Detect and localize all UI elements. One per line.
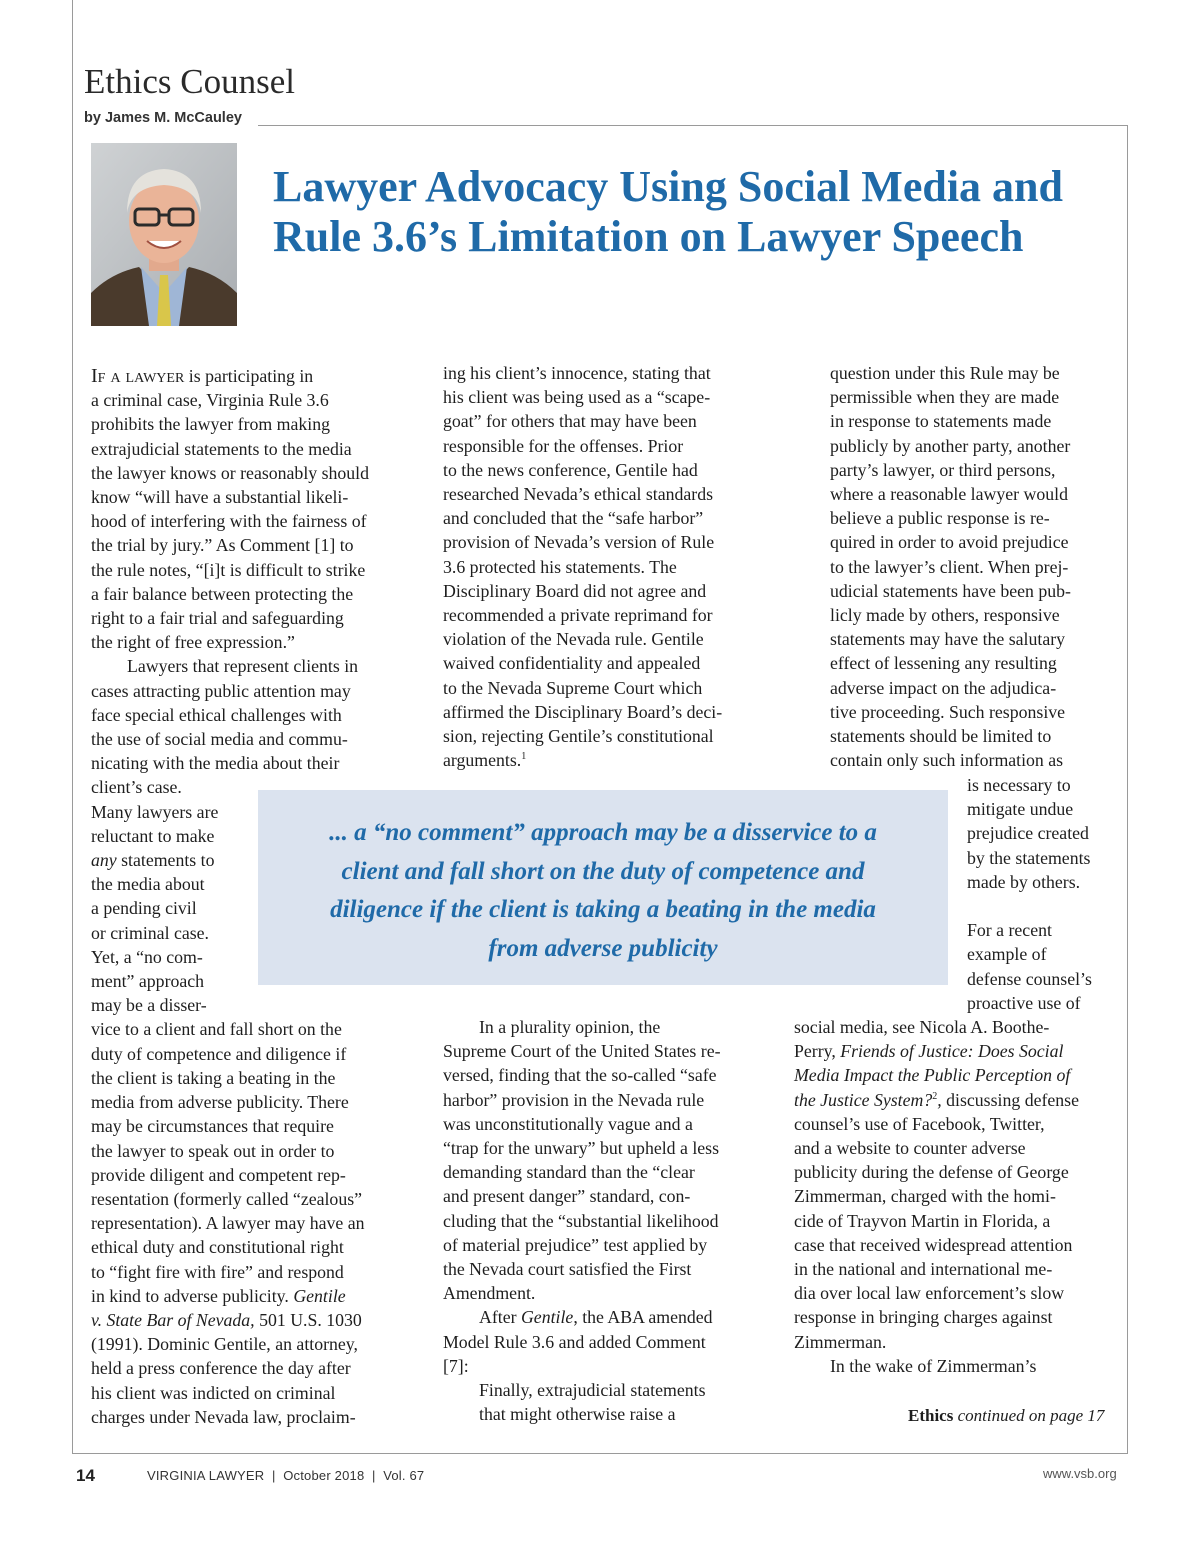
col1-line: Many lawyers are [91, 801, 219, 822]
col1-line: any statements to [91, 850, 215, 871]
col1-line: or criminal case. [91, 922, 209, 943]
col2-line: the Nevada court satisfied the First [443, 1259, 692, 1280]
col2-line: to the news conference, Gentile had [443, 459, 698, 480]
col3-line: in the national and international me- [794, 1259, 1053, 1280]
headline-line-2: Rule 3.6’s Limitation on Lawyer Speech [273, 212, 1024, 261]
col3-line: case that received widespread attention [794, 1234, 1073, 1255]
continued-note [908, 1406, 1104, 1426]
col1-line: a criminal case, Virginia Rule 3.6 [91, 390, 329, 411]
col3-line: social media, see Nicola A. Boothe- [794, 1017, 1050, 1037]
dropcap-lead: If a lawyer [91, 365, 185, 387]
col3-line: dia over local law enforcement’s slow [794, 1283, 1065, 1304]
col3-line: effect of lessening any resulting [830, 653, 1057, 674]
col1-line: the lawyer to speak out in order to [91, 1140, 335, 1161]
col3-line: udicial statements have been pub- [830, 580, 1071, 601]
col2-line: cluding that the “substantial likelihood [443, 1210, 719, 1231]
col2-line: responsible for the offenses. Prior [443, 435, 684, 456]
author-photo [91, 143, 237, 326]
col2-line: Supreme Court of the United States re- [443, 1041, 721, 1062]
headline-line-1: Lawyer Advocacy Using Social Media and [273, 162, 1064, 211]
col2-line: After Gentile, the ABA amended [479, 1307, 713, 1328]
col3-line: Zimmerman, charged with the homi- [794, 1186, 1056, 1207]
left-frame-rule [72, 0, 73, 1453]
column-3-bottom [794, 1015, 1120, 1378]
footnote-ref-2: 2 [932, 1090, 938, 1102]
col3-line: question under this Rule may be [830, 363, 1060, 383]
col1-line: If a lawyer is participating in [91, 365, 314, 387]
col3-line: by the statements [967, 847, 1091, 868]
col1-line: hood of interfering with the fairness of [91, 511, 367, 532]
col3-line: licly made by others, responsive [830, 605, 1060, 626]
pull-quote-text [258, 814, 948, 968]
col3-line: statements should be limited to [830, 726, 1052, 747]
bottom-frame-rule [72, 1453, 1128, 1454]
col1-line: resentation (formerly called “zealous” [91, 1188, 363, 1209]
col1-line: the trial by jury.” As Comment [1] to [91, 535, 354, 556]
col1-line: (1991). Dominic Gentile, an attorney, [91, 1334, 358, 1355]
col3-line: adverse impact on the adjudica- [830, 677, 1057, 698]
col1-line: the lawyer knows or reasonably should [91, 462, 370, 483]
col1-line: duty of competence and diligence if [91, 1043, 347, 1064]
col3-line: publicly by another party, another [830, 435, 1071, 456]
col1-line: may be circumstances that require [91, 1116, 334, 1137]
col3-line: For a recent [967, 920, 1052, 941]
col3-line: counsel’s use of Facebook, Twitter, [794, 1113, 1045, 1134]
column-2-bottom [443, 1015, 773, 1426]
col3-line: publicity during the defense of George [794, 1162, 1069, 1183]
footnote-ref-1: 1 [521, 751, 527, 763]
column-3-wrap [967, 773, 1117, 1015]
col1-line: know “will have a substantial likeli- [91, 487, 349, 508]
col2-line: that might otherwise raise a [479, 1404, 676, 1425]
col1-line: in kind to adverse publicity. Gentile [91, 1285, 346, 1306]
col1-line: Yet, a “no com- [91, 946, 203, 967]
col2-line: and present danger” standard, con- [443, 1186, 691, 1207]
col2-line: of material prejudice” test applied by [443, 1234, 708, 1255]
col3-line: and a website to counter adverse [794, 1138, 1026, 1159]
col3-line: believe a public response is re- [830, 508, 1050, 529]
col1-line: his client was indicted on criminal [91, 1382, 336, 1403]
website-link[interactable]: www.vsb.org [1043, 1466, 1117, 1481]
col1-line: cases attracting public attention may [91, 680, 351, 701]
col1-line: a pending civil [91, 898, 197, 919]
col3-line: quired in order to avoid prejudice [830, 532, 1069, 553]
col1-line: media from adverse publicity. There [91, 1092, 349, 1113]
col1-line: may be a disser- [91, 995, 207, 1016]
continued-text: continued on page 17 [953, 1406, 1105, 1425]
col2-line: Finally, extrajudicial statements [479, 1380, 706, 1401]
article-headline [273, 162, 1103, 262]
col1-line: a fair balance between protecting the [91, 583, 354, 604]
col2-line: versed, finding that the so-called “safe [443, 1065, 717, 1086]
continued-label: Ethics [908, 1406, 954, 1425]
col1-line: representation). A lawyer may have an [91, 1213, 365, 1234]
col2-line: 3.6 protected his statements. The [443, 556, 677, 577]
col1-line: nicating with the media about their [91, 753, 340, 774]
col2-line: demanding standard than the “clear [443, 1162, 695, 1183]
column-2-top [443, 361, 773, 772]
pull-quote-line: client and fall short on the duty of competence and [341, 857, 865, 885]
col3-line: in response to statements made [830, 411, 1052, 432]
col1-line: the rule notes, “[i]t is difficult to strike [91, 559, 366, 580]
col2-line: ing his client’s innocence, stating that [443, 363, 711, 383]
col2-line: researched Nevada’s ethical standards [443, 484, 714, 505]
col3-line: example of [967, 944, 1047, 965]
col3-line: prejudice created [967, 823, 1089, 844]
col3-line: where a reasonable lawyer would [830, 484, 1068, 505]
col2-line: and concluded that the “safe harbor” [443, 508, 704, 529]
section-title: Ethics Counsel [84, 62, 295, 101]
col1-line: client’s case. [91, 777, 182, 798]
col3-line: tive proceeding. Such responsive [830, 701, 1066, 722]
top-frame-rule [258, 125, 1128, 126]
col2-line: his client was being used as a “scape- [443, 387, 711, 408]
col3-line: party’s lawyer, or third persons, [830, 459, 1056, 480]
col3-line [967, 894, 1117, 918]
col3-line: contain only such information as [830, 750, 1064, 771]
col3-line: defense counsel’s [967, 968, 1092, 989]
col1-line: charges under Nevada law, proclaim- [91, 1406, 356, 1427]
magazine-info: VIRGINIA LAWYER | October 2018 | Vol. 67 [147, 1468, 425, 1483]
col1-line: vice to a client and fall short on the [91, 1019, 342, 1040]
col1-line: to “fight fire with fire” and respond [91, 1261, 344, 1282]
col3-line: response in bringing charges against [794, 1307, 1053, 1328]
col3-line: the Justice System?$^2$, discussing defense [794, 1089, 1079, 1110]
col1-line: face special ethical challenges with [91, 704, 342, 725]
col2-line: [7]: [443, 1355, 469, 1376]
col2-line: was unconstitutionally vague and a [443, 1113, 693, 1134]
col3-line: mitigate undue [967, 799, 1074, 820]
col1-line: the right of free expression.” [91, 632, 295, 653]
col3-line: Perry, Friends of Justice: Does Social [794, 1041, 1064, 1062]
author-byline: by James M. McCauley [84, 110, 242, 126]
col2-line: waived confidentiality and appealed [443, 653, 701, 674]
col3-line: In the wake of Zimmerman’s [830, 1355, 1037, 1376]
col3-line: statements may have the salutary [830, 629, 1066, 650]
col1-line: extrajudicial statements to the media [91, 438, 352, 459]
col2-line: to the Nevada Supreme Court which [443, 677, 703, 698]
col3-line: proactive use of [967, 992, 1081, 1013]
column-3-top [830, 361, 1120, 772]
pull-quote-line: from adverse publicity [488, 934, 718, 962]
pull-quote-line: diligence if the client is taking a beating in the media [330, 896, 876, 923]
col2-line: harbor” provision in the Nevada rule [443, 1089, 705, 1110]
col3-line: to the lawyer’s client. When prej- [830, 556, 1069, 577]
col1-line: right to a fair trial and safeguarding [91, 608, 344, 629]
col1-line: reluctant to make [91, 825, 215, 846]
col2-line: Amendment. [443, 1283, 536, 1304]
right-frame-rule [1127, 125, 1128, 1454]
col1-line: ment” approach [91, 971, 205, 992]
col1-line: prohibits the lawyer from making [91, 414, 331, 435]
col3-line: permissible when they are made [830, 387, 1060, 408]
col3-line: Zimmerman. [794, 1331, 887, 1352]
col1-line: the client is taking a beating in the [91, 1067, 336, 1088]
col3-line: is necessary to [967, 775, 1071, 795]
col2-line: In a plurality opinion, the [479, 1017, 661, 1037]
col3-line: made by others. [967, 871, 1081, 892]
col2-line: goat” for others that may have been [443, 411, 697, 432]
col2-line: Model Rule 3.6 and added Comment [443, 1331, 706, 1352]
pull-quote-line: ... a “no comment” approach may be a disservice to a [329, 819, 877, 846]
col1-line: the use of social media and commu- [91, 729, 348, 750]
col1-line: the media about [91, 874, 205, 895]
col2-line: sion, rejecting Gentile’s constitutional [443, 726, 714, 747]
col2-line: violation of the Nevada rule. Gentile [443, 629, 704, 650]
col1-line: held a press conference the day after [91, 1358, 351, 1379]
col1-line: provide diligent and competent rep- [91, 1164, 346, 1185]
col3-line: Media Impact the Public Perception of [794, 1065, 1071, 1086]
col2-line: affirmed the Disciplinary Board’s deci- [443, 701, 723, 722]
col2-line: “trap for the unwary” but upheld a less [443, 1138, 720, 1159]
col3-line: cide of Trayvon Martin in Florida, a [794, 1210, 1051, 1231]
page-number: 14 [76, 1466, 95, 1485]
pull-quote-box [258, 790, 948, 985]
col2-line: recommended a private reprimand for [443, 605, 713, 626]
col2-line: arguments.$^1$ [443, 750, 527, 771]
col1-line: v. State Bar of Nevada, 501 U.S. 1030 [91, 1309, 362, 1330]
col2-line: provision of Nevada’s version of Rule [443, 532, 715, 553]
col1-line: ethical duty and constitutional right [91, 1237, 344, 1258]
col2-line: Disciplinary Board did not agree and [443, 580, 707, 601]
col1-line: Lawyers that represent clients in [127, 656, 359, 677]
